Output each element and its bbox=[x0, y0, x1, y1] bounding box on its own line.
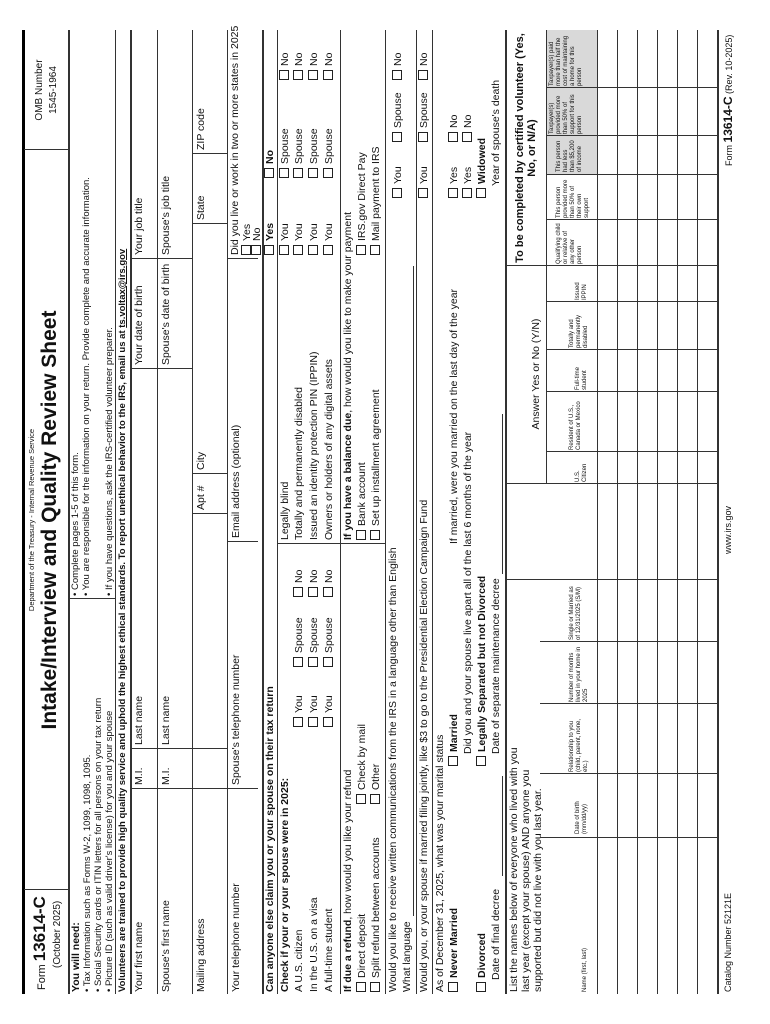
form-id: Form 13614-C bbox=[30, 896, 49, 990]
form-date: (October 2025) bbox=[52, 900, 63, 968]
checkbox-icon bbox=[392, 188, 402, 198]
rule bbox=[546, 451, 717, 452]
col-resident: Resident of U.S., Canada or Mexico bbox=[569, 401, 582, 450]
direct-pay-checkbox[interactable]: IRS.gov Direct Pay bbox=[356, 152, 368, 255]
col-student: Full-time student bbox=[575, 366, 588, 390]
digital-spouse-checkbox[interactable]: Spouse bbox=[323, 128, 335, 178]
spouse-last-name-field[interactable]: Last name bbox=[160, 695, 172, 745]
checkbox-icon bbox=[308, 657, 318, 667]
phone-field[interactable]: Your telephone number bbox=[230, 883, 242, 992]
rule bbox=[192, 153, 227, 154]
blind-you-checkbox[interactable]: You bbox=[279, 223, 291, 255]
col-disabled: Totally and permanently disabled bbox=[569, 314, 589, 348]
citizen-spouse-checkbox[interactable]: Spouse bbox=[293, 617, 305, 667]
checkbox-icon bbox=[279, 168, 289, 178]
checkbox-icon bbox=[370, 794, 380, 804]
separated-checkbox[interactable]: Legally Separated but not Divorced bbox=[476, 576, 488, 766]
zip-field[interactable]: ZIP code bbox=[195, 108, 207, 150]
rule bbox=[505, 579, 717, 580]
spouse-dob-field[interactable]: Spouse's date of birth bbox=[160, 263, 172, 365]
col-qualifying: Qualifying child or relative of any other person bbox=[556, 223, 583, 264]
checkbox-icon bbox=[293, 245, 303, 255]
checkbox-icon bbox=[323, 657, 333, 667]
rule bbox=[546, 391, 717, 392]
checkbox-icon bbox=[356, 530, 366, 540]
catalog-number: Catalog Number 52121E bbox=[723, 892, 733, 992]
city-field[interactable]: City bbox=[195, 451, 207, 470]
certified-volunteer-header: To be completed by certified volunteer (Yes, No, or N/A) bbox=[514, 33, 538, 263]
student-label: A full-time student bbox=[323, 908, 335, 992]
installment-checkbox[interactable]: Set up installment agreement bbox=[370, 389, 382, 540]
rule bbox=[540, 703, 717, 704]
checkbox-icon bbox=[279, 245, 289, 255]
never-married-checkbox[interactable]: Never Married bbox=[448, 908, 460, 992]
col-income: This person had less than $5,200 of income bbox=[556, 140, 583, 172]
digital-assets-label: Owners or holders of any digital assets bbox=[323, 359, 335, 540]
direct-deposit-checkbox[interactable]: Direct deposit bbox=[356, 914, 368, 992]
final-decree-field[interactable]: Date of final decree bbox=[490, 888, 502, 980]
checkbox-icon bbox=[462, 188, 472, 198]
checkbox-icon bbox=[308, 717, 318, 727]
rule bbox=[546, 135, 717, 136]
check-heading: Check if your or your spouse were in 2025: bbox=[279, 777, 291, 992]
citizen-no-checkbox[interactable]: No bbox=[293, 570, 305, 597]
visa-spouse-checkbox[interactable]: Spouse bbox=[308, 617, 320, 667]
apt-field[interactable]: Apt # bbox=[195, 485, 207, 510]
married-last-day-yes[interactable]: Yes bbox=[448, 167, 460, 198]
rule bbox=[546, 174, 717, 175]
rule bbox=[505, 265, 717, 266]
digital-you-checkbox[interactable]: You bbox=[323, 223, 335, 255]
instruction: • Complete pages 1-5 of this form. bbox=[70, 452, 81, 596]
ippin-no-checkbox[interactable]: No bbox=[308, 53, 320, 80]
col-months: Number of months lived in your home in 2025 bbox=[569, 646, 589, 702]
student-spouse-checkbox[interactable]: Spouse bbox=[323, 617, 335, 667]
rule bbox=[130, 258, 192, 259]
checkbox-icon bbox=[462, 132, 472, 142]
live-apart-no[interactable]: No bbox=[462, 115, 474, 142]
multistate-question: Did you live or work in two or more states in 2025 bbox=[229, 25, 241, 255]
checkbox-icon bbox=[241, 245, 251, 255]
widowed-checkbox[interactable]: Widowed bbox=[476, 138, 488, 198]
checkbox-icon bbox=[448, 132, 458, 142]
disabled-spouse-checkbox[interactable]: Spouse bbox=[293, 128, 305, 178]
checkbox-icon bbox=[264, 168, 274, 178]
agency: Department of the Treasury - Internal Revenue Service bbox=[27, 428, 36, 612]
rule bbox=[540, 837, 717, 838]
rule bbox=[130, 368, 192, 369]
spouse-death-field[interactable]: Year of spouse's death bbox=[490, 79, 502, 186]
omb-label: OMB Number bbox=[34, 59, 45, 121]
rule bbox=[546, 349, 717, 350]
student-no-checkbox[interactable]: No bbox=[323, 570, 335, 597]
state-field[interactable]: State bbox=[195, 195, 207, 220]
checkbox-icon bbox=[356, 245, 366, 255]
rule bbox=[540, 641, 717, 642]
checkbox-icon bbox=[323, 717, 333, 727]
first-name-field[interactable]: Your first name bbox=[133, 921, 145, 992]
rule bbox=[546, 301, 717, 302]
live-apart-question: Did you and your spouse live apart all of the last 6 months of the year bbox=[462, 431, 474, 754]
rule bbox=[432, 30, 433, 994]
ippin-spouse-checkbox[interactable]: Spouse bbox=[308, 128, 320, 178]
claim-yes-checkbox[interactable]: Yes bbox=[264, 223, 276, 255]
blind-spouse-checkbox[interactable]: Spouse bbox=[279, 128, 291, 178]
email-field[interactable]: Email address (optional) bbox=[230, 424, 242, 538]
checkbox-icon bbox=[392, 70, 402, 80]
checkbox-icon bbox=[293, 657, 303, 667]
rule bbox=[192, 223, 227, 224]
col-single-married: Single or Married as of 12/31/2025 (S/M) bbox=[569, 586, 582, 640]
spouse-job-title-field[interactable]: Spouse's job title bbox=[160, 175, 172, 255]
checkbox-icon bbox=[293, 70, 303, 80]
checkbox-icon bbox=[293, 587, 303, 597]
checkbox-icon bbox=[370, 530, 380, 540]
ethics-statement: Volunteers are trained to provide high quality service and uphold the highest ethical standards. To report unethical behavior to the IRS, email us at ts.voltax@irs.gov bbox=[117, 248, 128, 992]
rule bbox=[546, 87, 717, 88]
spouse-mi-field[interactable]: M.I. bbox=[160, 767, 172, 785]
rule bbox=[115, 30, 116, 994]
campaign-no-checkbox[interactable]: No bbox=[418, 53, 430, 80]
rule bbox=[540, 773, 717, 774]
checkbox-icon bbox=[251, 245, 261, 255]
married-last-day-question: If married, were you married on the last day of the year bbox=[448, 288, 460, 544]
checkbox-icon bbox=[323, 245, 333, 255]
blind-label: Legally blind bbox=[279, 481, 291, 540]
married-last-day-no[interactable]: No bbox=[448, 115, 460, 142]
citizen-you-checkbox[interactable]: You bbox=[293, 695, 305, 727]
header-divider bbox=[24, 149, 68, 150]
col-relationship: Relationship to you (child, parent, none, etc.) bbox=[569, 718, 589, 772]
digital-no-checkbox[interactable]: No bbox=[323, 53, 335, 80]
top-rule bbox=[22, 30, 25, 994]
ippin-you-checkbox[interactable]: You bbox=[308, 223, 320, 255]
checkbox-icon bbox=[279, 70, 289, 80]
col-ippin: Issued IPPIN bbox=[575, 282, 588, 300]
rule bbox=[502, 776, 503, 876]
checkbox-icon bbox=[293, 717, 303, 727]
disabled-label: Totally and permanently disabled bbox=[293, 387, 305, 540]
other-refund-checkbox[interactable]: Other bbox=[370, 764, 382, 804]
checkbox-icon bbox=[323, 168, 333, 178]
blind-no-checkbox[interactable]: No bbox=[279, 53, 291, 80]
campaign-you-checkbox[interactable]: You bbox=[418, 166, 430, 198]
claim-question: Can anyone else claim you or your spouse on their tax return bbox=[264, 686, 276, 992]
marital-question: As of December 31, 2025, what was your marital status bbox=[434, 734, 446, 992]
checkbox-icon bbox=[308, 587, 318, 597]
last-name-field[interactable]: Last name bbox=[133, 695, 145, 745]
checkbox-icon bbox=[356, 794, 366, 804]
rule bbox=[68, 598, 115, 599]
mailing-address-field[interactable]: Mailing address bbox=[195, 918, 207, 992]
instruction: • If you have questions, ask the IRS-certified volunteer preparer. bbox=[104, 327, 115, 596]
visa-label: In the U.S. on a visa bbox=[308, 897, 320, 992]
rule bbox=[505, 30, 507, 994]
checkbox-icon bbox=[308, 245, 318, 255]
married-checkbox[interactable]: Married bbox=[448, 714, 460, 766]
rule bbox=[546, 219, 717, 220]
checkbox-icon bbox=[370, 245, 380, 255]
student-you-checkbox[interactable]: You bbox=[323, 695, 335, 727]
disabled-you-checkbox[interactable]: You bbox=[293, 223, 305, 255]
campaign-question: Would you, or your spouse if married filing jointly, like $3 to go to the Presidential Election Campaign Fund bbox=[418, 499, 430, 992]
rule bbox=[277, 30, 278, 994]
rule bbox=[717, 30, 719, 994]
maintenance-decree-field[interactable]: Date of separate maintenance decree bbox=[490, 578, 502, 754]
language-spouse-checkbox[interactable]: Spouse bbox=[392, 92, 404, 142]
rule bbox=[277, 543, 342, 544]
rule bbox=[505, 483, 717, 484]
need-item: • Picture ID (such as valid driver's license) for you and your spouse bbox=[104, 710, 115, 992]
balance-question: If you have a balance due, how would you like to make your payment bbox=[342, 212, 354, 540]
ippin-label: Issued an identity protection PIN (IPPIN) bbox=[308, 351, 320, 540]
mail-payment-checkbox[interactable]: Mail payment to IRS bbox=[370, 146, 382, 255]
refund-question: If due a refund, how would you like your refund bbox=[342, 769, 354, 992]
irs-url[interactable]: www.irs.gov bbox=[723, 505, 733, 554]
dependents-instructions: List the names below of everyone who lived with you last year (except your spouse) AND anyone you supported but did not live with you last year. bbox=[508, 747, 544, 992]
divorced-checkbox[interactable]: Divorced bbox=[476, 933, 488, 992]
col-home: Taxpayer(s) paid more than half the cost of maintaining a home for this person bbox=[549, 35, 583, 86]
language-field[interactable]: What language bbox=[401, 921, 413, 992]
job-title-field[interactable]: Your job title bbox=[133, 197, 145, 255]
visa-no-checkbox[interactable]: No bbox=[308, 570, 320, 597]
visa-you-checkbox[interactable]: You bbox=[308, 695, 320, 727]
multistate-no-checkbox[interactable]: No bbox=[251, 228, 263, 255]
language-no-checkbox[interactable]: No bbox=[392, 53, 404, 80]
checkbox-icon bbox=[476, 982, 486, 992]
form-title: Intake/Interview and Quality Review Sheet bbox=[38, 310, 61, 730]
checkbox-icon bbox=[448, 188, 458, 198]
disabled-no-checkbox[interactable]: No bbox=[293, 53, 305, 80]
instruction: • You are responsible for the information on your return. Provide complete and accurate information. bbox=[81, 177, 92, 596]
col-support: Taxpayer(s) provided more than 50% of support for this person bbox=[549, 94, 583, 134]
col-own-support: This person provided more than 50% of their own support bbox=[556, 179, 590, 218]
checkbox-icon bbox=[264, 245, 274, 255]
omb-number: 1545-1964 bbox=[48, 66, 59, 114]
rule bbox=[130, 788, 227, 789]
rule bbox=[413, 266, 414, 916]
checkbox-icon bbox=[418, 132, 428, 142]
checkbox-icon bbox=[448, 982, 458, 992]
rule bbox=[227, 788, 258, 789]
ethics-email-link[interactable]: ts.voltax@irs.gov bbox=[117, 248, 128, 328]
dob-field[interactable]: Your date of birth bbox=[133, 285, 145, 365]
checkbox-icon bbox=[392, 132, 402, 142]
checkbox-icon bbox=[418, 188, 428, 198]
answer-yes-no-header: Answer Yes or No (Y/N) bbox=[530, 318, 542, 430]
checkbox-icon bbox=[293, 168, 303, 178]
col-citizen: U.S. Citizen bbox=[575, 463, 588, 482]
col-name: Name (first, last) bbox=[582, 947, 588, 992]
rule bbox=[502, 414, 503, 574]
rule bbox=[340, 30, 341, 994]
rule bbox=[340, 543, 385, 544]
checkbox-icon bbox=[308, 168, 318, 178]
need-item: • Social Security cards or ITIN letters for all persons on your tax return bbox=[93, 697, 104, 992]
citizen-label: A U.S. citizen bbox=[293, 929, 305, 992]
col-dob: Date of birth (mm/dd/yy) bbox=[575, 801, 588, 834]
rule bbox=[192, 473, 227, 474]
spouse-first-name-field[interactable]: Spouse's first name bbox=[160, 900, 172, 992]
language-you-checkbox[interactable]: You bbox=[392, 166, 404, 198]
checkbox-icon bbox=[323, 70, 333, 80]
rule bbox=[192, 30, 193, 994]
rule bbox=[130, 748, 227, 749]
need-heading: You will need: bbox=[70, 922, 82, 992]
rule bbox=[385, 30, 386, 994]
check-by-mail-checkbox[interactable]: Check by mail bbox=[356, 724, 368, 804]
spouse-phone-field[interactable]: Spouse's telephone number bbox=[230, 654, 242, 785]
checkbox-icon bbox=[418, 70, 428, 80]
checkbox-icon bbox=[476, 188, 486, 198]
claim-no-checkbox[interactable]: No bbox=[264, 150, 276, 178]
checkbox-icon bbox=[323, 587, 333, 597]
live-apart-yes[interactable]: Yes bbox=[462, 167, 474, 198]
checkbox-icon bbox=[370, 982, 380, 992]
rule bbox=[416, 30, 417, 994]
campaign-spouse-checkbox[interactable]: Spouse bbox=[418, 92, 430, 142]
rule bbox=[130, 30, 132, 994]
need-item: • Tax Information such as Forms W-2, 1099, 1098, 1095. bbox=[82, 754, 93, 992]
multistate-yes-checkbox[interactable]: Yes bbox=[241, 224, 253, 255]
rule bbox=[192, 513, 227, 514]
mi-field[interactable]: M.I. bbox=[133, 767, 145, 785]
language-question: Would you like to receive written communications from the IRS in a language other than English bbox=[387, 547, 399, 992]
split-refund-checkbox[interactable]: Split refund between accounts bbox=[370, 837, 382, 992]
bank-account-checkbox[interactable]: Bank account bbox=[356, 462, 368, 540]
rule bbox=[227, 258, 258, 259]
rule bbox=[227, 30, 228, 994]
checkbox-icon bbox=[356, 982, 366, 992]
checkbox-icon bbox=[308, 70, 318, 80]
checkbox-icon bbox=[448, 756, 458, 766]
footer-form-id: Form 13614-C (Rev. 10-2025) bbox=[721, 34, 735, 166]
checkbox-icon bbox=[476, 756, 486, 766]
rule bbox=[157, 30, 158, 994]
rule bbox=[227, 541, 258, 542]
